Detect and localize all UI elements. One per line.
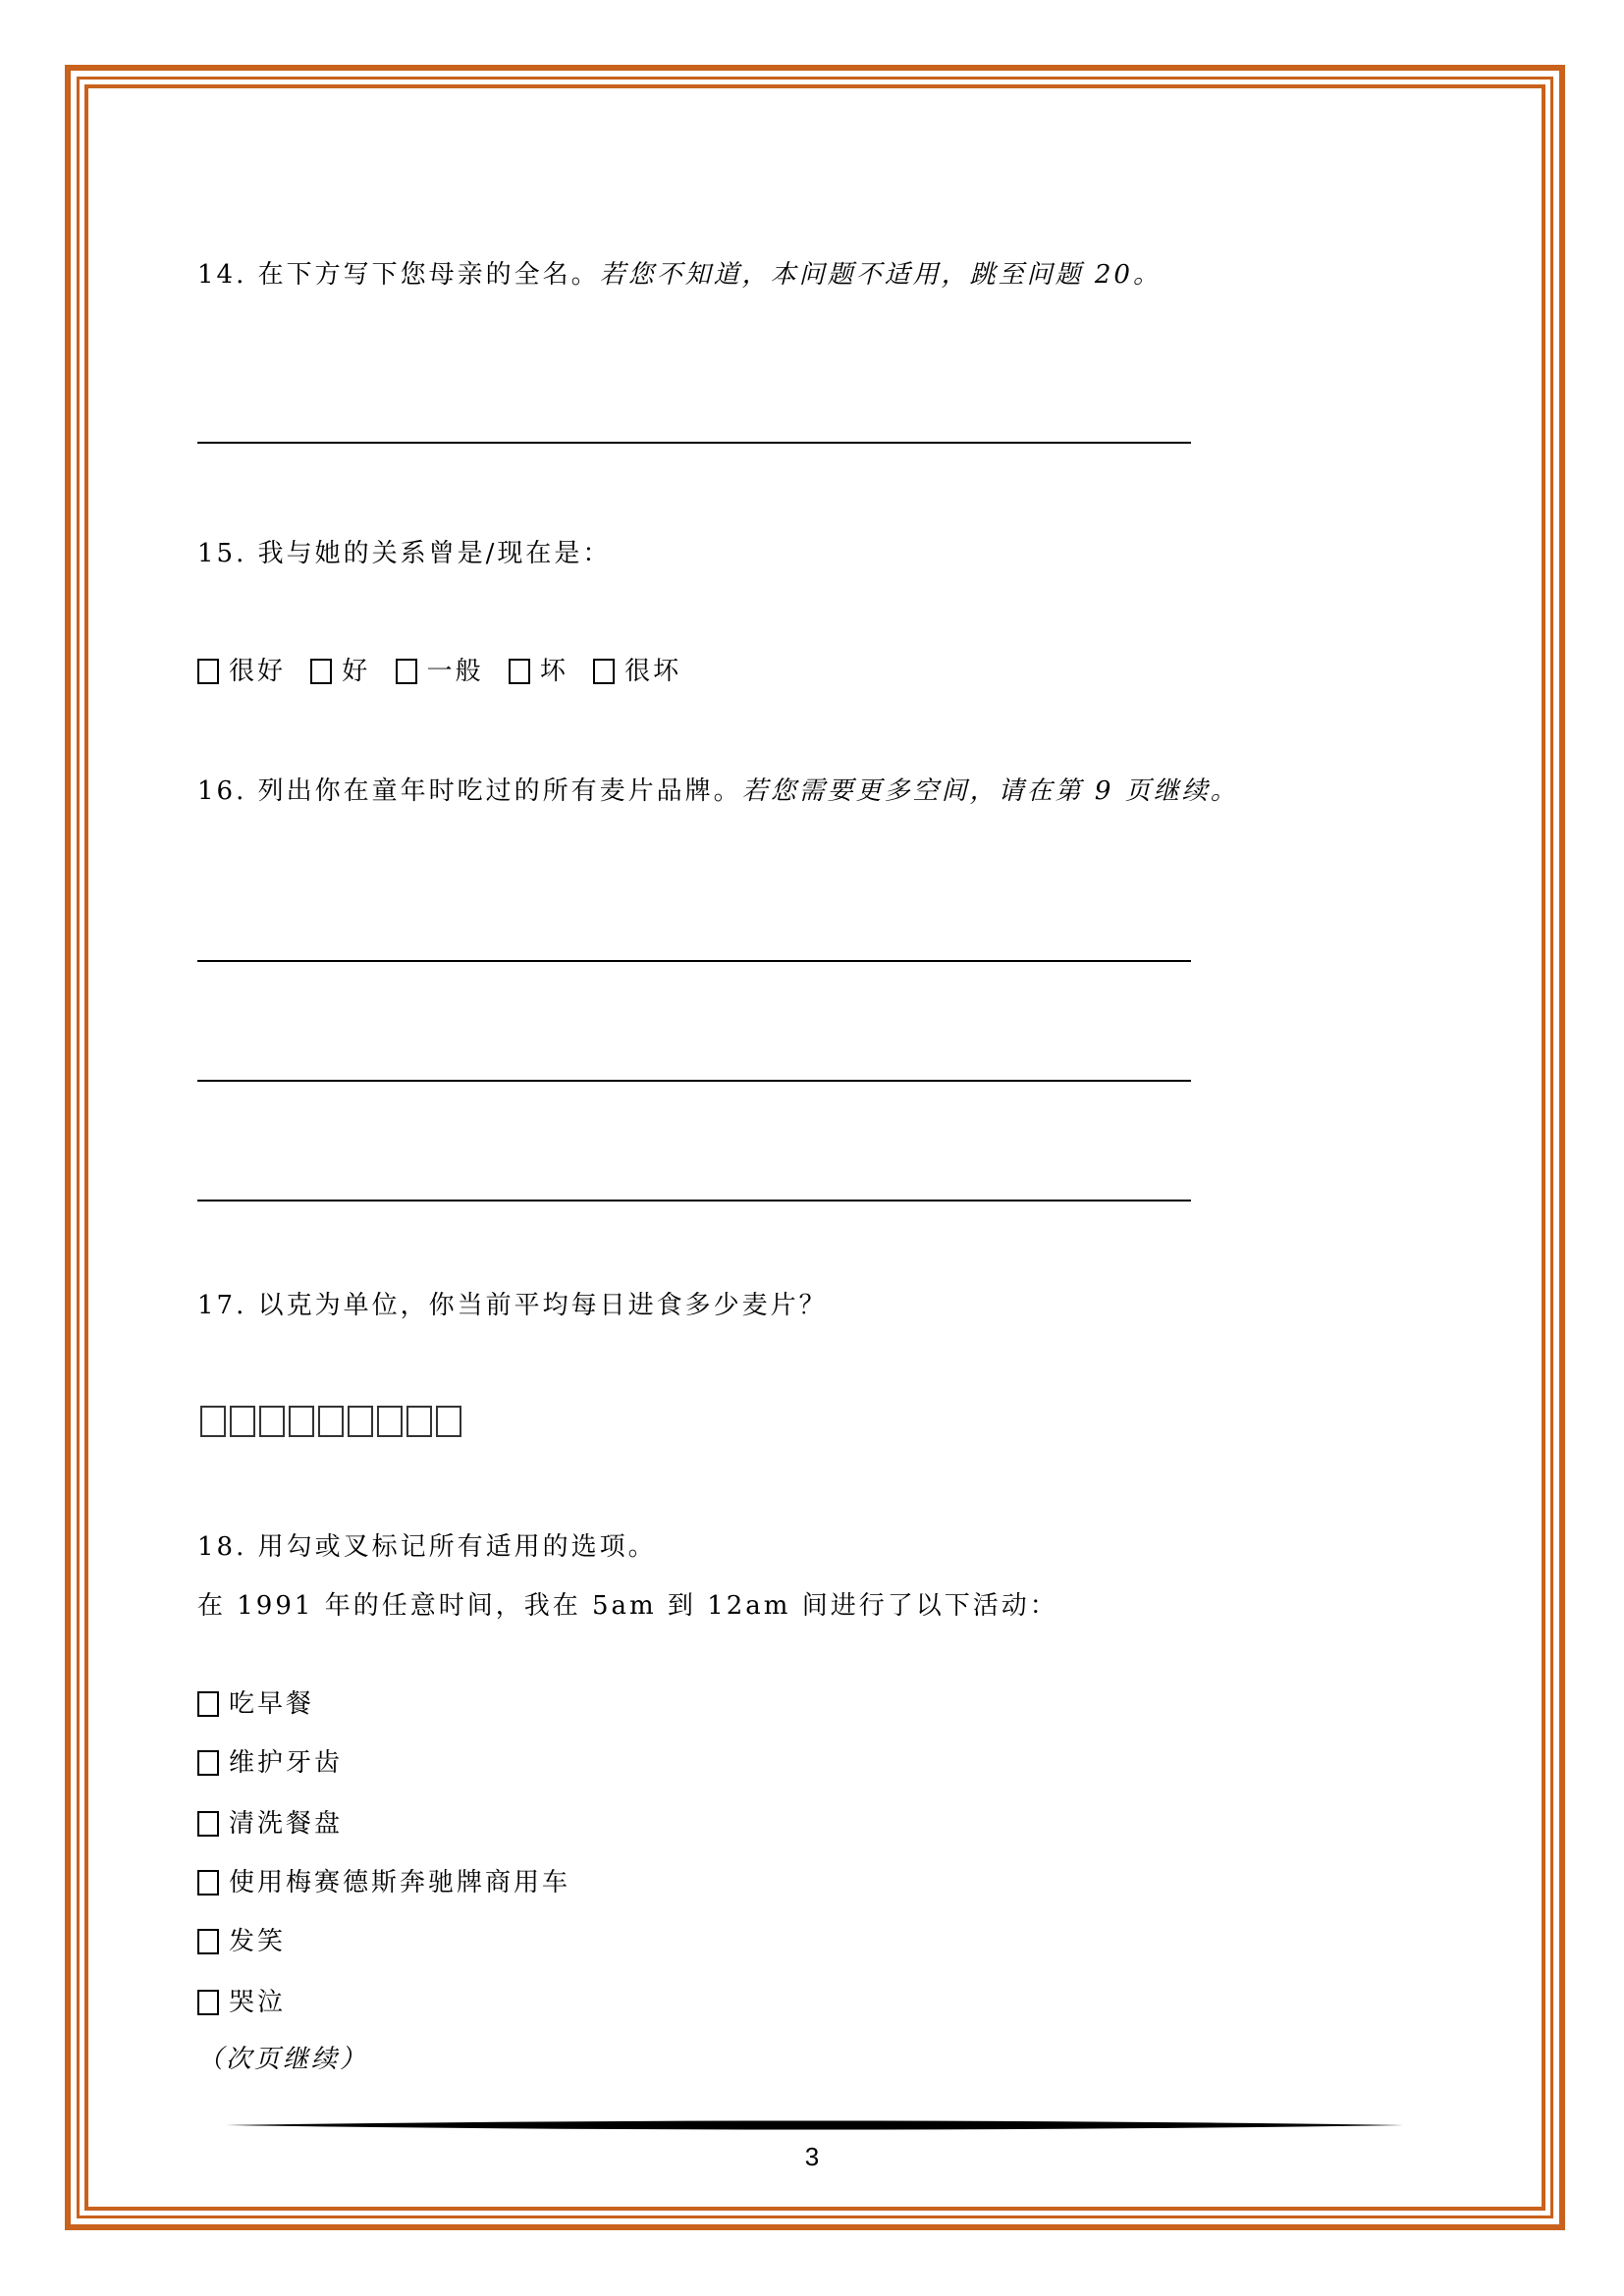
- option-very-bad[interactable]: 很坏: [593, 657, 681, 686]
- checkbox[interactable]: [197, 1870, 219, 1896]
- answer-box[interactable]: [289, 1406, 314, 1437]
- checkbox[interactable]: [197, 1811, 219, 1837]
- question-14: [197, 259, 1162, 291]
- checkbox[interactable]: [396, 659, 417, 684]
- activity-item-teeth[interactable]: 维护牙齿: [197, 1747, 343, 1779]
- relationship-rating: [197, 656, 695, 687]
- question-18-text: 18. 用勾或叉标记所有适用的选项。: [197, 1532, 657, 1562]
- answer-box[interactable]: [377, 1406, 403, 1437]
- question-15-text: 15. 我与她的关系曾是/现在是：: [197, 539, 612, 568]
- checkbox[interactable]: [509, 659, 530, 684]
- answer-box[interactable]: [436, 1406, 461, 1437]
- answer-line-cereal-1[interactable]: [197, 960, 1191, 962]
- question-14-text: 14. 在下方写下您母亲的全名。: [197, 260, 600, 290]
- activity-item-laugh[interactable]: 发笑: [197, 1926, 286, 1957]
- question-16-note: 若您需要更多空间，请在第 9 页继续。: [741, 776, 1239, 806]
- footer-divider: [226, 2120, 1404, 2130]
- option-bad[interactable]: 坏: [509, 657, 568, 686]
- answer-line-cereal-3[interactable]: [197, 1200, 1191, 1201]
- question-16: [197, 775, 1239, 807]
- checkbox[interactable]: [310, 659, 332, 684]
- checkbox[interactable]: [197, 1990, 219, 2015]
- option-very-good[interactable]: 很好: [197, 657, 286, 686]
- checkbox[interactable]: [197, 1691, 219, 1717]
- checkbox[interactable]: [197, 659, 219, 684]
- answer-line-mother-name[interactable]: [197, 442, 1191, 444]
- question-18-subtext: 在 1991 年的任意时间，我在 5am 到 12am 间进行了以下活动：: [197, 1591, 1058, 1621]
- answer-box[interactable]: [200, 1406, 226, 1437]
- answer-box[interactable]: [259, 1406, 285, 1437]
- checkbox[interactable]: [197, 1929, 219, 1954]
- answer-box[interactable]: [348, 1406, 373, 1437]
- checkbox[interactable]: [197, 1750, 219, 1776]
- answer-line-cereal-2[interactable]: [197, 1080, 1191, 1082]
- answer-box[interactable]: [406, 1406, 432, 1437]
- activity-item-dishes[interactable]: 清洗餐盘: [197, 1808, 343, 1840]
- option-average[interactable]: 一般: [396, 657, 484, 686]
- activity-item-cry[interactable]: 哭泣: [197, 1987, 286, 2018]
- continued-note: （次页继续）: [197, 2045, 369, 2074]
- question-16-text: 16. 列出你在童年时吃过的所有麦片品牌。: [197, 776, 742, 806]
- question-17-text: 17. 以克为单位，你当前平均每日进食多少麦片？: [197, 1291, 828, 1320]
- activity-item-breakfast[interactable]: 吃早餐: [197, 1688, 314, 1720]
- checkbox[interactable]: [593, 659, 615, 684]
- option-good[interactable]: 好: [310, 657, 370, 686]
- answer-box[interactable]: [318, 1406, 344, 1437]
- answer-box[interactable]: [230, 1406, 255, 1437]
- page-number: 3: [804, 2142, 820, 2171]
- activity-item-vehicle[interactable]: 使用梅赛德斯奔驰牌商用车: [197, 1867, 570, 1898]
- answer-boxes-grams[interactable]: [200, 1406, 461, 1439]
- question-14-note: 若您不知道，本问题不适用，跳至问题 20。: [599, 260, 1162, 290]
